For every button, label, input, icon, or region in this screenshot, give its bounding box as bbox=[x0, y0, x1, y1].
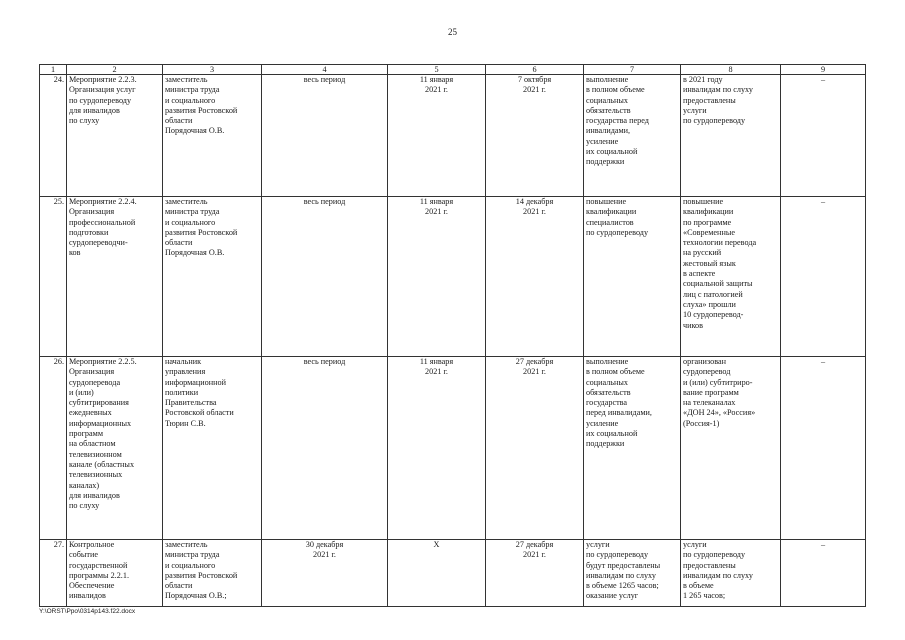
actual-result-line: социальной защиты bbox=[683, 279, 753, 289]
expected-result-line: квалификации bbox=[586, 207, 637, 217]
table-row bbox=[40, 357, 866, 540]
file-path-footer: Y:\ORST\Ppo\0314p143.f22.docx bbox=[39, 608, 136, 615]
header-cell: 3 bbox=[163, 65, 262, 75]
actual-result-line: по сурдопереводу bbox=[683, 116, 746, 126]
actual-result-line: 1 265 часов; bbox=[683, 591, 726, 601]
measure-name-line: Организация bbox=[69, 207, 115, 217]
end-date-cell bbox=[486, 197, 584, 357]
actual-result-line: услуги bbox=[683, 105, 707, 115]
row-number-cell: 26. bbox=[40, 357, 67, 540]
actual-result-line: инвалидам по слуху bbox=[683, 570, 753, 580]
responsible-person-line: заместитель bbox=[165, 540, 208, 549]
start-date-line: 11 января bbox=[419, 197, 454, 206]
measure-name-line: Организация услуг bbox=[69, 85, 136, 95]
expected-result-line: в объеме 1265 часов; bbox=[586, 581, 659, 591]
start-date-line: 11 января bbox=[419, 75, 454, 84]
expected-result-cell bbox=[584, 540, 681, 607]
measure-name-line: телевизионном bbox=[69, 449, 122, 459]
measure-name-line: для инвалидов bbox=[69, 490, 120, 500]
responsible-person-line: Порядочная О.В. bbox=[165, 126, 225, 136]
start-date-cell bbox=[388, 357, 486, 540]
end-date-line: 7 октября bbox=[517, 75, 552, 84]
expected-result-line: по сурдопереводу bbox=[586, 550, 649, 560]
expected-result-line: их социальной bbox=[586, 147, 638, 157]
responsible-person-line: министра труда bbox=[165, 85, 220, 95]
measure-name-cell bbox=[67, 540, 163, 607]
start-date-line: 2021 г. bbox=[425, 367, 448, 377]
measure-name-line: по слуху bbox=[69, 501, 100, 511]
header-cell: 4 bbox=[262, 65, 388, 75]
responsible-person-line: информационной bbox=[165, 377, 226, 387]
measure-name-line: программы 2.2.1. bbox=[69, 570, 129, 580]
start-date-cell bbox=[388, 75, 486, 197]
responsible-person-line: области bbox=[165, 238, 193, 248]
responsible-person-line: развития Ростовской bbox=[165, 570, 238, 580]
period-cell bbox=[262, 540, 388, 607]
measure-name-line: Мероприятие 2.2.3. bbox=[69, 75, 137, 84]
start-date-line: 11 января bbox=[419, 357, 454, 366]
actual-result-line: на русский bbox=[683, 248, 722, 258]
actual-result-line: в аспекте bbox=[683, 269, 716, 279]
responsible-person-line: политики bbox=[165, 387, 199, 397]
actual-result-line: квалификации bbox=[683, 207, 734, 217]
expected-result-line: обязательств bbox=[586, 105, 631, 115]
row-number-cell: 27. bbox=[40, 540, 67, 607]
measure-name-line: сурдопереводчи- bbox=[69, 238, 128, 248]
expected-result-line: социальных bbox=[586, 377, 628, 387]
measure-name-line: по слуху bbox=[69, 116, 100, 126]
header-cell: 7 bbox=[584, 65, 681, 75]
measure-name-line: и (или) bbox=[69, 387, 94, 397]
expected-result-line: социальных bbox=[586, 95, 628, 105]
expected-result-line: будут предоставлены bbox=[586, 560, 661, 570]
measure-name-line: субтитрирования bbox=[69, 398, 129, 408]
expected-result-line: по сурдопереводу bbox=[586, 227, 649, 237]
notes-cell: – bbox=[781, 357, 866, 540]
actual-result-line: инвалидам по слуху bbox=[683, 85, 753, 95]
measure-name-line: инвалидов bbox=[69, 591, 106, 601]
expected-result-line: государства перед bbox=[586, 116, 649, 126]
responsible-person-line: области bbox=[165, 581, 193, 591]
actual-result-line: услуги bbox=[683, 540, 707, 549]
responsible-person-line: Правительства bbox=[165, 398, 217, 408]
notes-cell: – bbox=[781, 75, 866, 197]
actual-result-line: по программе bbox=[683, 217, 732, 227]
measure-name-line: телевизионных bbox=[69, 470, 123, 480]
responsible-person-line: управления bbox=[165, 367, 206, 377]
actual-result-line: предоставлены bbox=[683, 95, 736, 105]
measure-name-line: событие bbox=[69, 550, 98, 560]
expected-result-line: инвалидам по слуху bbox=[586, 570, 656, 580]
actual-result-cell bbox=[681, 357, 781, 540]
header-cell: 1 bbox=[40, 65, 67, 75]
notes-cell: – bbox=[781, 197, 866, 357]
expected-result-line: услуги bbox=[586, 540, 610, 549]
end-date-line: 14 декабря bbox=[515, 197, 554, 206]
measure-name-cell bbox=[67, 75, 163, 197]
actual-result-line: слуха» прошли bbox=[683, 299, 736, 309]
measure-name-line: информационных bbox=[69, 418, 132, 428]
expected-result-line: в полном объеме bbox=[586, 85, 645, 95]
responsible-person-line: начальник bbox=[165, 357, 202, 366]
actual-result-line: по сурдопереводу bbox=[683, 550, 746, 560]
responsible-person-line: Порядочная О.В.; bbox=[165, 591, 227, 601]
end-date-line: 2021 г. bbox=[523, 367, 546, 377]
actual-result-line: в 2021 году bbox=[683, 75, 723, 84]
actual-result-line: жестовый язык bbox=[683, 258, 736, 268]
measure-name-line: программ bbox=[69, 429, 104, 439]
table-row bbox=[40, 75, 866, 197]
end-date-line: 2021 г. bbox=[523, 85, 546, 95]
responsible-person-line: Порядочная О.В. bbox=[165, 248, 225, 258]
responsible-person-line: Ростовской области bbox=[165, 408, 234, 418]
measure-name-line: ежедневных bbox=[69, 408, 112, 418]
expected-result-line: обязательств bbox=[586, 387, 631, 397]
responsible-person-line: министра труда bbox=[165, 207, 220, 217]
row-number-cell: 25. bbox=[40, 197, 67, 357]
expected-result-line: в полном объеме bbox=[586, 367, 645, 377]
responsible-person-cell bbox=[163, 540, 262, 607]
measure-name-line: Контрольное bbox=[69, 540, 115, 549]
period-cell: весь период bbox=[262, 75, 388, 197]
expected-result-cell bbox=[584, 75, 681, 197]
table-row bbox=[40, 197, 866, 357]
expected-result-line: выполнение bbox=[586, 357, 629, 366]
actual-result-line: 10 сурдоперевод- bbox=[683, 310, 744, 320]
expected-result-line: государства bbox=[586, 398, 628, 408]
measure-name-line: подготовки bbox=[69, 227, 109, 237]
responsible-person-line: Тюрин С.В. bbox=[165, 418, 206, 428]
responsible-person-line: развития Ростовской bbox=[165, 105, 238, 115]
measure-name-line: сурдоперевода bbox=[69, 377, 121, 387]
header-cell: 9 bbox=[781, 65, 866, 75]
actual-result-line: в объеме bbox=[683, 581, 714, 591]
actual-result-line: «ДОН 24», «Россия» bbox=[683, 408, 756, 418]
expected-result-line: перед инвалидами, bbox=[586, 408, 652, 418]
responsible-person-line: и социального bbox=[165, 95, 216, 105]
start-date-line: 2021 г. bbox=[425, 85, 448, 95]
expected-result-line: специалистов bbox=[586, 217, 634, 227]
responsible-person-line: министра труда bbox=[165, 550, 220, 560]
header-cell: 2 bbox=[67, 65, 163, 75]
header-cell: 6 bbox=[486, 65, 584, 75]
actual-result-line: повышение bbox=[683, 197, 724, 206]
measure-name-line: Обеспечение bbox=[69, 581, 115, 591]
responsible-person-cell bbox=[163, 75, 262, 197]
row-number-cell: 24. bbox=[40, 75, 67, 197]
expected-result-line: выполнение bbox=[586, 75, 629, 84]
measure-name-line: государственной bbox=[69, 560, 128, 570]
expected-result-line: оказание услуг bbox=[586, 591, 639, 601]
expected-result-line: усиление bbox=[586, 136, 619, 146]
responsible-person-line: заместитель bbox=[165, 197, 208, 206]
end-date-cell bbox=[486, 75, 584, 197]
actual-result-line: (Россия-1) bbox=[683, 418, 720, 428]
measure-name-line: Мероприятие 2.2.5. bbox=[69, 357, 137, 366]
start-date-cell: X bbox=[388, 540, 486, 607]
table-row bbox=[40, 540, 866, 607]
measure-name-line: каналах) bbox=[69, 480, 100, 490]
period-cell: весь период bbox=[262, 197, 388, 357]
responsible-person-line: развития Ростовской bbox=[165, 227, 238, 237]
actual-result-line: технологии перевода bbox=[683, 238, 757, 248]
expected-result-line: повышение bbox=[586, 197, 627, 206]
actual-result-cell bbox=[681, 197, 781, 357]
actual-result-line: предоставлены bbox=[683, 560, 736, 570]
actual-result-line: лиц с патологией bbox=[683, 289, 743, 299]
actual-result-line: «Современные bbox=[683, 227, 735, 237]
actual-result-cell bbox=[681, 540, 781, 607]
end-date-line: 27 декабря bbox=[515, 540, 554, 549]
measure-name-line: Мероприятие 2.2.4. bbox=[69, 197, 137, 206]
actual-result-line: вание программ bbox=[683, 387, 739, 397]
period-line: 30 декабря bbox=[305, 540, 344, 549]
actual-result-line: чиков bbox=[683, 320, 704, 330]
measure-name-line: Организация bbox=[69, 367, 115, 377]
start-date-cell bbox=[388, 197, 486, 357]
expected-result-cell bbox=[584, 357, 681, 540]
end-date-line: 2021 г. bbox=[523, 207, 546, 217]
expected-result-line: поддержки bbox=[586, 157, 625, 167]
expected-result-line: их социальной bbox=[586, 429, 638, 439]
period-line: 2021 г. bbox=[313, 550, 336, 560]
expected-result-line: поддержки bbox=[586, 439, 625, 449]
measure-name-line: по сурдопереводу bbox=[69, 95, 132, 105]
measure-name-cell bbox=[67, 357, 163, 540]
expected-result-line: усиление bbox=[586, 418, 619, 428]
end-date-cell bbox=[486, 357, 584, 540]
responsible-person-cell bbox=[163, 197, 262, 357]
end-date-line: 2021 г. bbox=[523, 550, 546, 560]
expected-result-line: инвалидами, bbox=[586, 126, 631, 136]
measure-name-line: на областном bbox=[69, 439, 116, 449]
responsible-person-line: и социального bbox=[165, 560, 216, 570]
actual-result-line: на телеканалах bbox=[683, 398, 736, 408]
responsible-person-line: и социального bbox=[165, 217, 216, 227]
actual-result-cell bbox=[681, 75, 781, 197]
notes-cell: – bbox=[781, 540, 866, 607]
measure-name-line: для инвалидов bbox=[69, 105, 120, 115]
plan-table bbox=[39, 64, 866, 607]
responsible-person-line: области bbox=[165, 116, 193, 126]
header-cell: 8 bbox=[681, 65, 781, 75]
measure-name-cell bbox=[67, 197, 163, 357]
responsible-person-line: заместитель bbox=[165, 75, 208, 84]
start-date-line: 2021 г. bbox=[425, 207, 448, 217]
end-date-line: 27 декабря bbox=[515, 357, 554, 366]
actual-result-line: организован bbox=[683, 357, 726, 366]
measure-name-line: профессиональной bbox=[69, 217, 136, 227]
end-date-cell bbox=[486, 540, 584, 607]
actual-result-line: и (или) субтитриро- bbox=[683, 377, 753, 387]
page-number: 25 bbox=[448, 27, 457, 37]
measure-name-line: ков bbox=[69, 248, 81, 258]
actual-result-line: сурдоперевод bbox=[683, 367, 731, 377]
header-row bbox=[40, 65, 866, 75]
measure-name-line: канале (областных bbox=[69, 459, 135, 469]
header-cell: 5 bbox=[388, 65, 486, 75]
period-cell: весь период bbox=[262, 357, 388, 540]
expected-result-cell bbox=[584, 197, 681, 357]
responsible-person-cell bbox=[163, 357, 262, 540]
